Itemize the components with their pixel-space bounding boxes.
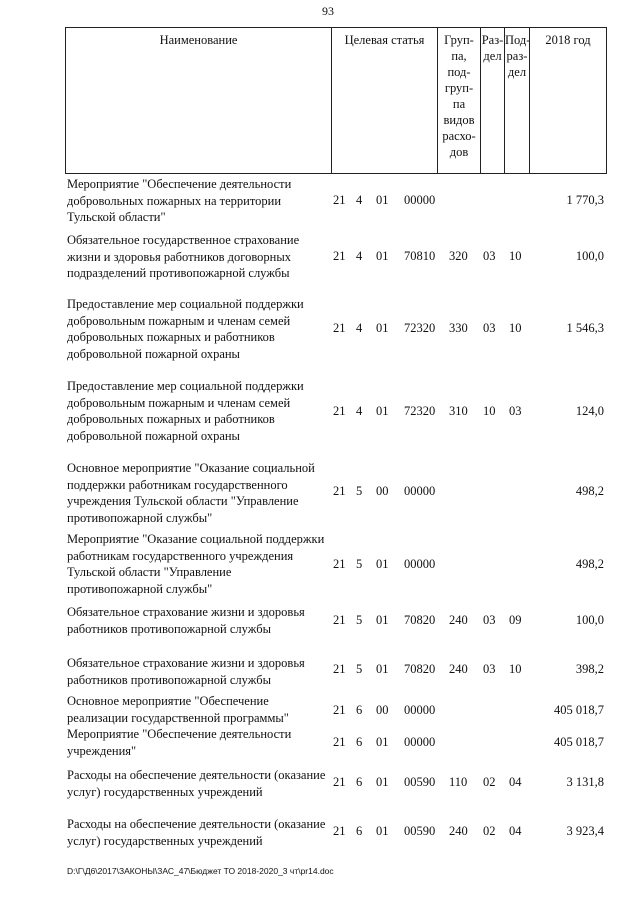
amount: 405 018,7 [554, 735, 604, 749]
code-subprogram: 6 [356, 775, 363, 789]
row-name: Расходы на обеспечение деятельности (оказание услуг) государственных учреждений [67, 817, 326, 848]
code-program: 21 [333, 613, 346, 627]
row-name: Предоставление мер социальной поддержки добровольным пожарным и членам семей добровольных пожарных и работников добровольной пожарной охраны [67, 379, 304, 443]
code-event: 01 [376, 735, 389, 749]
code-direction: 72320 [404, 404, 436, 418]
code-direction: 00000 [404, 557, 436, 571]
amount: 405 018,7 [554, 703, 604, 717]
row-name: Мероприятие "Обеспечение деятельности добровольных пожарных на территории Тульской области" [67, 177, 292, 224]
header-section: Раз- дел [480, 28, 504, 173]
page-number: 93 [322, 4, 334, 18]
code-event: 01 [376, 662, 389, 676]
code-direction: 00590 [404, 824, 436, 838]
code-direction: 00000 [404, 735, 436, 749]
code-event: 00 [376, 703, 389, 717]
code-group: 240 [449, 613, 468, 627]
code-event: 01 [376, 824, 389, 838]
amount: 498,2 [575, 484, 604, 498]
code-program: 21 [333, 484, 346, 498]
code-direction: 00590 [404, 775, 436, 789]
code-section: 02 [483, 775, 496, 789]
row-name: Основное мероприятие "Обеспечение реализации государственной программы" [67, 694, 289, 725]
code-group: 240 [449, 824, 468, 838]
code-direction: 00000 [404, 703, 436, 717]
code-subsection: 10 [509, 662, 522, 676]
row-name: Основное мероприятие "Оказание социальной поддержки работникам государственного учреждения Тульской области "Управление противопожарной службы" [67, 461, 315, 525]
code-group: 330 [449, 321, 468, 335]
code-direction: 00000 [404, 193, 436, 207]
code-direction: 72320 [404, 321, 436, 335]
code-direction: 70820 [404, 662, 436, 676]
amount: 398,2 [575, 662, 604, 676]
code-subprogram: 5 [356, 613, 363, 627]
amount: 100,0 [575, 613, 604, 627]
amount: 498,2 [575, 557, 604, 571]
code-direction: 70810 [404, 249, 436, 263]
code-subprogram: 4 [356, 249, 363, 263]
amount: 3 923,4 [566, 824, 604, 838]
code-section: 10 [483, 404, 496, 418]
code-event: 01 [376, 404, 389, 418]
code-program: 21 [333, 193, 346, 207]
amount: 3 131,8 [566, 775, 604, 789]
code-section: 03 [483, 613, 496, 627]
header-year: 2018 год [529, 28, 606, 173]
amount: 124,0 [575, 404, 604, 418]
code-subsection: 10 [509, 321, 522, 335]
code-program: 21 [333, 703, 346, 717]
row-name: Расходы на обеспечение деятельности (оказание услуг) государственных учреждений [67, 768, 326, 799]
code-event: 00 [376, 484, 389, 498]
code-subprogram: 6 [356, 735, 363, 749]
code-subsection: 04 [509, 775, 522, 789]
code-program: 21 [333, 557, 346, 571]
code-subprogram: 5 [356, 484, 363, 498]
header-target-article: Целевая статья [331, 28, 437, 173]
code-group: 240 [449, 662, 468, 676]
code-subsection: 09 [509, 613, 522, 627]
code-event: 01 [376, 249, 389, 263]
code-program: 21 [333, 249, 346, 263]
code-event: 01 [376, 613, 389, 627]
amount: 1 546,3 [566, 321, 604, 335]
table-header [65, 27, 607, 174]
code-program: 21 [333, 735, 346, 749]
row-name: Обязательное страхование жизни и здоровья работников противопожарной службы [67, 605, 305, 636]
code-section: 03 [483, 321, 496, 335]
row-name: Обязательное страхование жизни и здоровья работников противопожарной службы [67, 656, 305, 687]
code-subprogram: 4 [356, 404, 363, 418]
code-program: 21 [333, 775, 346, 789]
amount: 100,0 [575, 249, 604, 263]
code-subprogram: 4 [356, 321, 363, 335]
code-group: 110 [449, 775, 468, 789]
code-subsection: 10 [509, 249, 522, 263]
code-subprogram: 6 [356, 824, 363, 838]
code-program: 21 [333, 321, 346, 335]
row-name: Предоставление мер социальной поддержки добровольным пожарным и членам семей добровольных пожарных и работников добровольной пожарной охраны [67, 297, 304, 361]
code-program: 21 [333, 824, 346, 838]
code-program: 21 [333, 662, 346, 676]
row-name: Мероприятие "Обеспечение деятельности учреждения" [67, 727, 292, 758]
code-group: 320 [449, 249, 468, 263]
header-name: Наименование [159, 33, 238, 47]
code-subprogram: 5 [356, 662, 363, 676]
code-subprogram: 5 [356, 557, 363, 571]
code-section: 03 [483, 249, 496, 263]
code-program: 21 [333, 404, 346, 418]
code-event: 01 [376, 775, 389, 789]
code-direction: 00000 [404, 484, 436, 498]
row-name: Обязательное государственное страхование жизни и здоровья работников договорных подразделений противопожарной службы [67, 233, 300, 280]
code-subsection: 03 [509, 404, 522, 418]
code-subprogram: 4 [356, 193, 363, 207]
row-name: Мероприятие "Оказание социальной поддержки работникам государственного учреждения Тульской области "Управление противопожарной службы" [67, 532, 325, 596]
code-subprogram: 6 [356, 703, 363, 717]
code-section: 02 [483, 824, 496, 838]
file-path-footer: D:\Г\Д6\2017\ЗАКОНЫ\ЗАС_47\Бюджет ТО 2018-2020_3 чт\pr14.doc [67, 866, 334, 876]
code-subsection: 04 [509, 824, 522, 838]
code-direction: 70820 [404, 613, 436, 627]
code-group: 310 [449, 404, 468, 418]
header-subsection: Под- раз- дел [504, 28, 529, 173]
amount: 1 770,3 [566, 193, 604, 207]
header-group: Груп- па, под- груп- па видов расхо- дов [437, 28, 480, 173]
code-event: 01 [376, 557, 389, 571]
code-section: 03 [483, 662, 496, 676]
code-event: 01 [376, 321, 389, 335]
code-event: 01 [376, 193, 389, 207]
